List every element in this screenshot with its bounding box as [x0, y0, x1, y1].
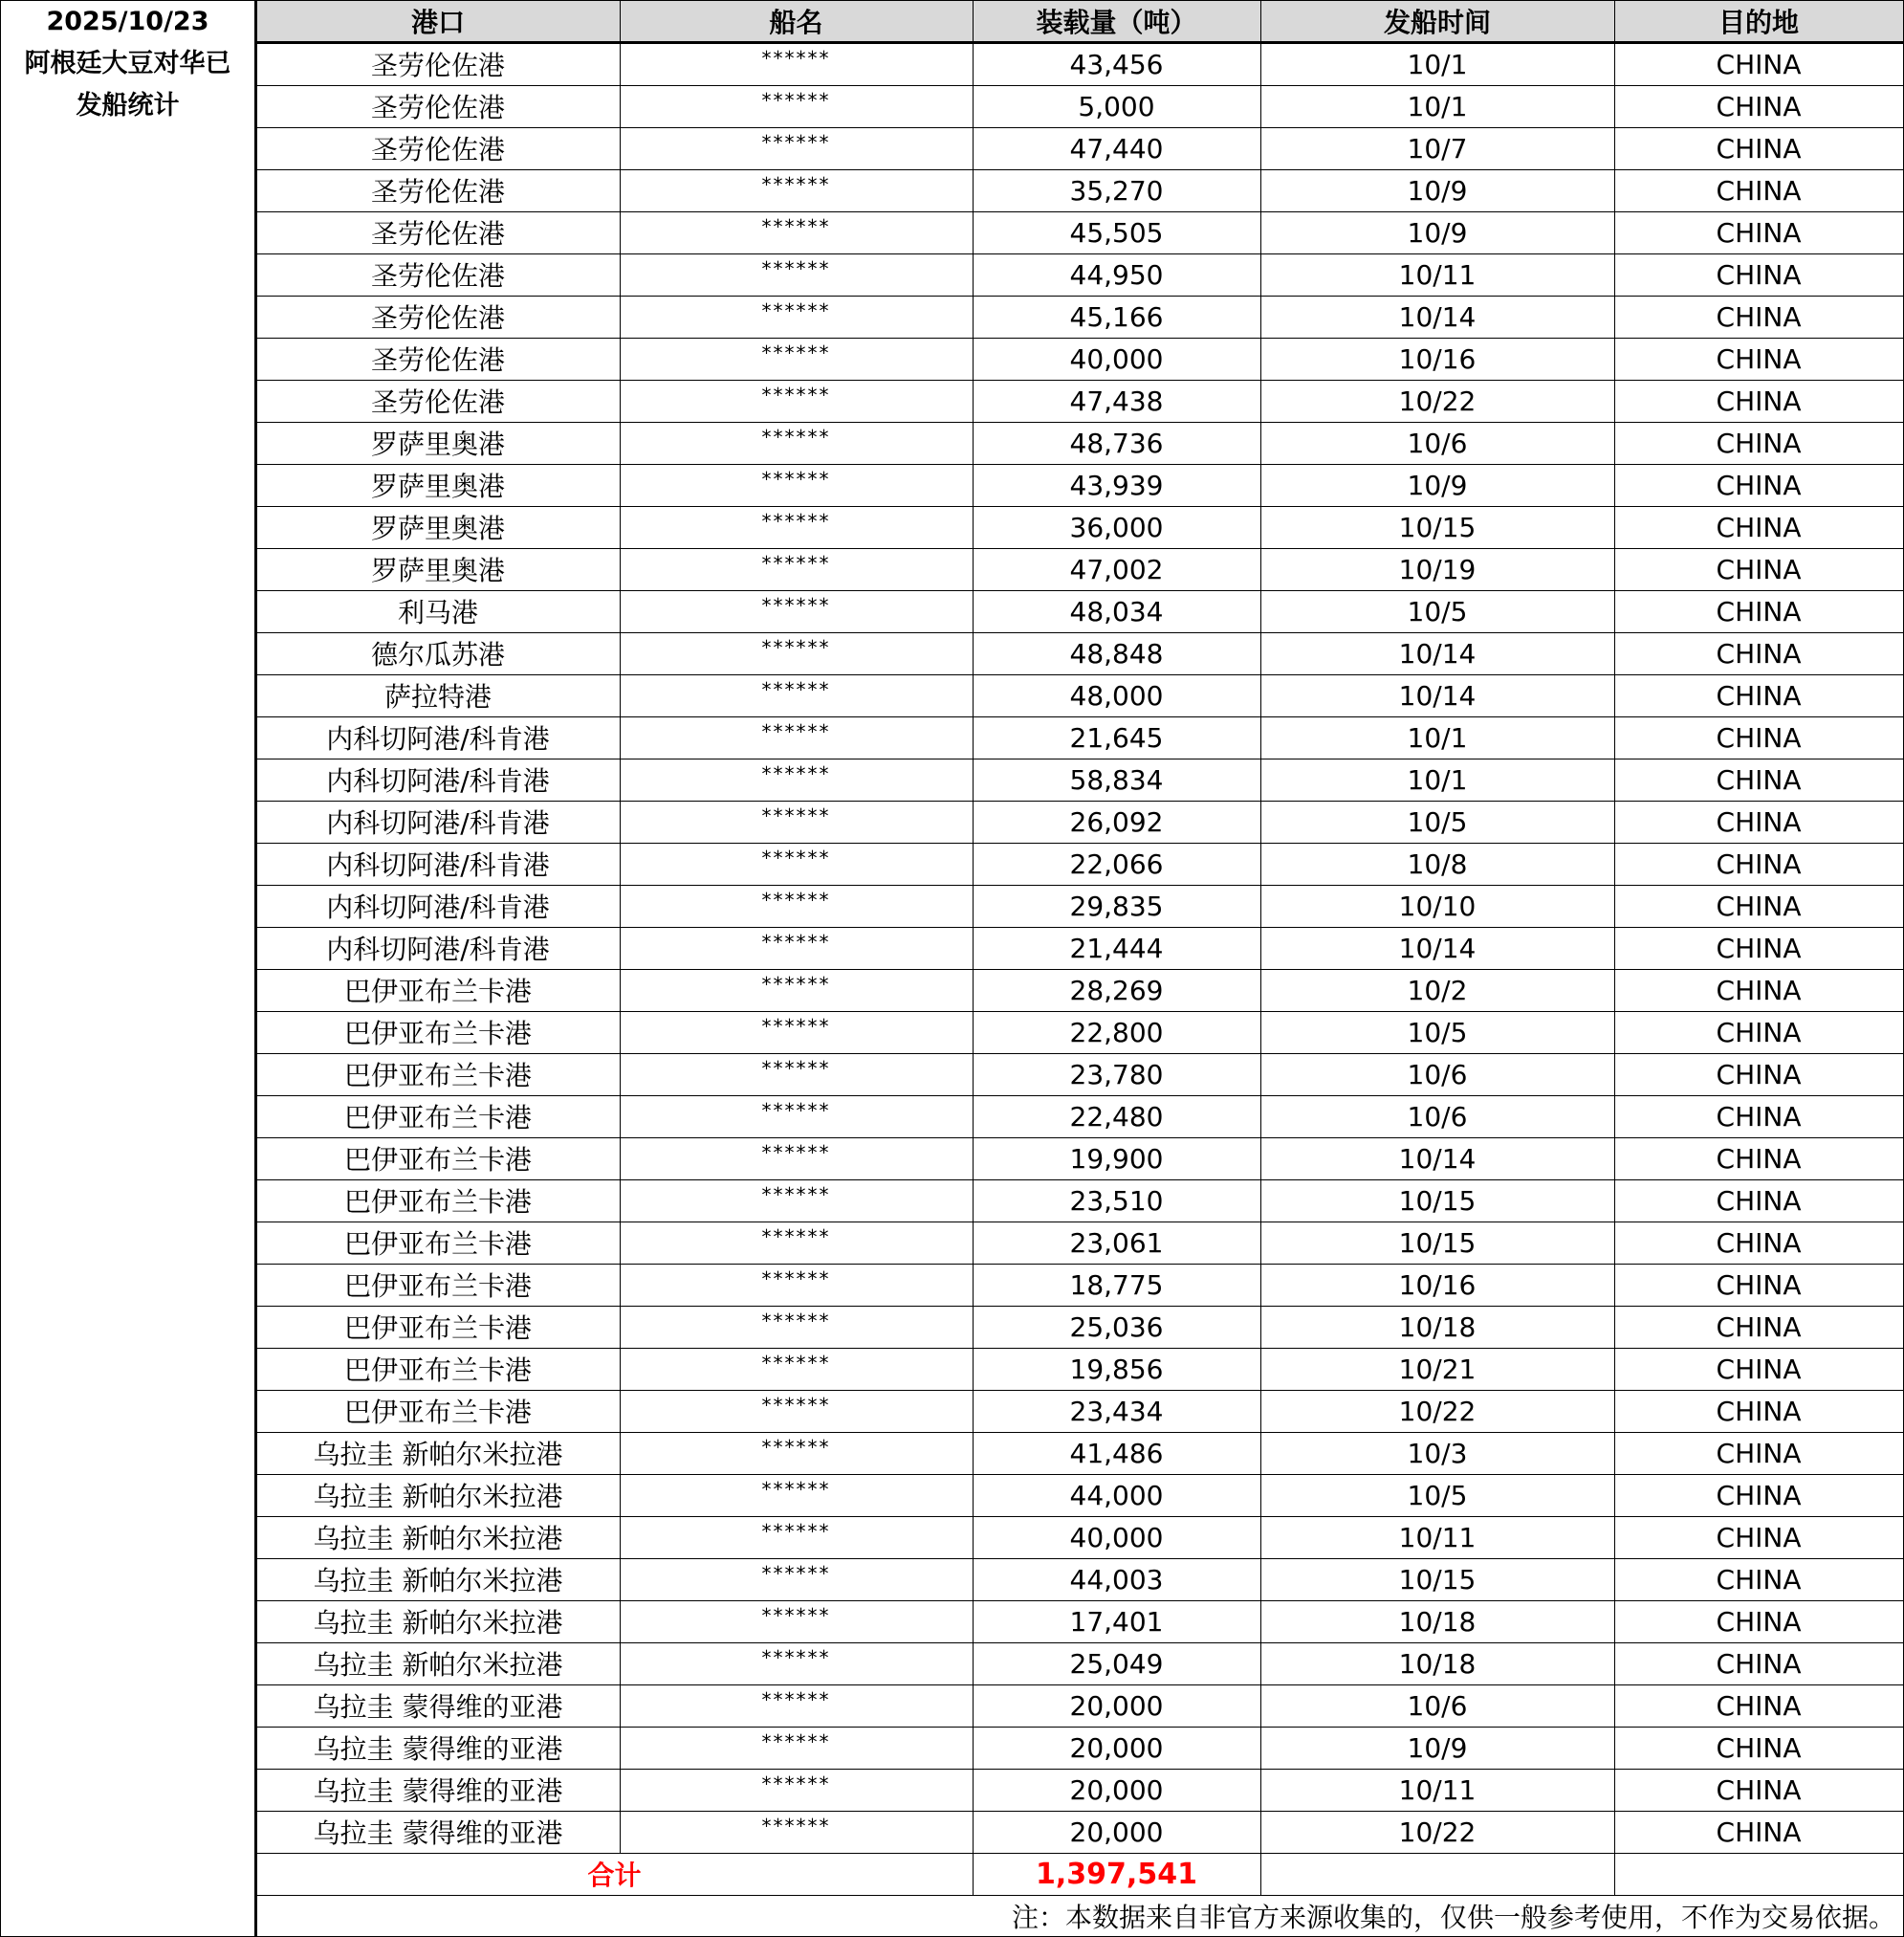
- cell-destination: CHINA: [1716, 721, 1802, 754]
- grid-line: [256, 1769, 1903, 1770]
- cell-tonnage: 28,269: [1069, 974, 1164, 1006]
- cell-ship-name: ******: [761, 889, 831, 912]
- cell-destination: CHINA: [1716, 974, 1802, 1006]
- cell-departure-date: 10/6: [1407, 427, 1468, 459]
- grid-line: [256, 1432, 1903, 1433]
- cell-port: 巴伊亚布兰卡港: [343, 1397, 532, 1428]
- cell-tonnage: 47,440: [1069, 132, 1164, 165]
- cell-destination: CHINA: [1716, 763, 1802, 796]
- grid-line: [256, 674, 1903, 675]
- cell-departure-date: 10/18: [1398, 1647, 1477, 1680]
- cell-port: 巴伊亚布兰卡港: [343, 1186, 532, 1218]
- cell-tonnage: 48,736: [1069, 427, 1164, 459]
- cell-destination: CHINA: [1716, 1395, 1802, 1427]
- cell-ship-name: ******: [761, 1394, 831, 1417]
- header-destination: 目的地: [1614, 0, 1903, 43]
- cell-departure-date: 10/15: [1398, 1226, 1477, 1259]
- cell-departure-date: 10/5: [1407, 1016, 1468, 1048]
- grid-line: [256, 253, 1903, 254]
- cell-port: 巴伊亚布兰卡港: [343, 1228, 532, 1260]
- cell-tonnage: 20,000: [1069, 1689, 1164, 1722]
- grid-line: [256, 1306, 1903, 1307]
- cell-destination: CHINA: [1716, 932, 1802, 964]
- cell-destination: CHINA: [1716, 48, 1802, 80]
- cell-port: 圣劳伦佐港: [370, 386, 505, 418]
- cell-ship-name: ******: [761, 384, 831, 407]
- cell-tonnage: 41,486: [1069, 1437, 1164, 1469]
- cell-tonnage: 22,800: [1069, 1016, 1164, 1048]
- grid-line: [256, 127, 1903, 128]
- cell-departure-date: 10/5: [1407, 595, 1468, 627]
- cell-departure-date: 10/21: [1398, 1353, 1477, 1385]
- cell-port: 乌拉圭 新帕尔米拉港: [313, 1481, 563, 1512]
- cell-tonnage: 21,645: [1069, 721, 1164, 754]
- cell-port: 内科切阿港/科肯港: [326, 765, 550, 797]
- cell-destination: CHINA: [1716, 174, 1802, 207]
- grid-line: [256, 716, 1903, 717]
- cell-departure-date: 10/8: [1407, 847, 1468, 880]
- cell-port: 巴伊亚布兰卡港: [343, 976, 532, 1007]
- cell-departure-date: 10/1: [1407, 763, 1468, 796]
- cell-tonnage: 21,444: [1069, 932, 1164, 964]
- disclaimer-note: 注：本数据来自非官方来源收集的，仅供一般参考使用，不作为交易依据。: [1011, 1902, 1895, 1933]
- sheet-title: [0, 0, 256, 1937]
- grid-line: [256, 1727, 1903, 1728]
- cell-port: 内科切阿港/科肯港: [326, 723, 550, 755]
- cell-ship-name: ******: [761, 1310, 831, 1332]
- cell-ship-name: ******: [761, 131, 831, 154]
- cell-ship-name: ******: [761, 1015, 831, 1038]
- cell-port: 圣劳伦佐港: [370, 134, 505, 165]
- total-value: 1,397,541: [1036, 1857, 1197, 1891]
- grid-line: [256, 1600, 1903, 1601]
- cell-destination: CHINA: [1716, 216, 1802, 249]
- cell-destination: CHINA: [1716, 1816, 1802, 1848]
- cell-departure-date: 10/9: [1407, 174, 1468, 207]
- cell-destination: CHINA: [1716, 1142, 1802, 1175]
- title-line-1: 阿根廷大豆对华已: [24, 49, 231, 78]
- cell-port: 圣劳伦佐港: [370, 344, 505, 376]
- cell-ship-name: ******: [761, 762, 831, 785]
- cell-destination: CHINA: [1716, 300, 1802, 333]
- cell-departure-date: 10/11: [1398, 258, 1477, 291]
- cell-port: 罗萨里奥港: [370, 429, 505, 460]
- cell-ship-name: ******: [761, 1772, 831, 1795]
- cell-departure-date: 10/16: [1398, 1268, 1477, 1301]
- cell-ship-name: ******: [761, 594, 831, 617]
- cell-departure-date: 10/1: [1407, 721, 1468, 754]
- cell-destination: CHINA: [1716, 637, 1802, 670]
- cell-departure-date: 10/14: [1398, 300, 1477, 333]
- cell-departure-date: 10/6: [1407, 1058, 1468, 1090]
- cell-destination: CHINA: [1716, 469, 1802, 501]
- cell-port: 内科切阿港/科肯港: [326, 934, 550, 965]
- grid-line: [1260, 0, 1261, 1895]
- cell-destination: CHINA: [1716, 258, 1802, 291]
- cell-tonnage: 25,049: [1069, 1647, 1164, 1680]
- cell-departure-date: 10/1: [1407, 90, 1468, 122]
- cell-ship-name: ******: [761, 257, 831, 280]
- cell-destination: CHINA: [1716, 1479, 1802, 1511]
- cell-port: 圣劳伦佐港: [370, 260, 505, 292]
- cell-departure-date: 10/14: [1398, 637, 1477, 670]
- cell-destination: CHINA: [1716, 805, 1802, 838]
- cell-tonnage: 48,034: [1069, 595, 1164, 627]
- cell-port: 巴伊亚布兰卡港: [343, 1144, 532, 1176]
- cell-ship-name: ******: [761, 720, 831, 743]
- cell-port: 内科切阿港/科肯港: [326, 807, 550, 839]
- cell-tonnage: 25,036: [1069, 1310, 1164, 1343]
- cell-tonnage: 48,848: [1069, 637, 1164, 670]
- cell-destination: CHINA: [1716, 1310, 1802, 1343]
- cell-departure-date: 10/14: [1398, 1142, 1477, 1175]
- cell-destination: CHINA: [1716, 1647, 1802, 1680]
- grid-line: [256, 0, 1903, 1]
- cell-ship-name: ******: [761, 1057, 831, 1080]
- cell-tonnage: 23,780: [1069, 1058, 1164, 1090]
- cell-departure-date: 10/15: [1398, 511, 1477, 543]
- cell-destination: CHINA: [1716, 1353, 1802, 1385]
- grid-line: [256, 885, 1903, 886]
- cell-tonnage: 23,061: [1069, 1226, 1164, 1259]
- cell-tonnage: 48,000: [1069, 679, 1164, 712]
- grid-line: [256, 43, 1903, 44]
- cell-destination: CHINA: [1716, 1016, 1802, 1048]
- cell-port: 利马港: [397, 597, 478, 628]
- cell-tonnage: 29,835: [1069, 890, 1164, 922]
- grid-line: [256, 1053, 1903, 1054]
- cell-departure-date: 10/1: [1407, 48, 1468, 80]
- grid-line: [256, 1895, 1903, 1896]
- cell-departure-date: 10/10: [1398, 890, 1477, 922]
- cell-ship-name: ******: [761, 1815, 831, 1838]
- grid-line: [256, 1516, 1903, 1517]
- cell-ship-name: ******: [761, 1267, 831, 1290]
- cell-port: 乌拉圭 新帕尔米拉港: [313, 1607, 563, 1639]
- cell-destination: CHINA: [1716, 427, 1802, 459]
- cell-destination: CHINA: [1716, 1563, 1802, 1596]
- cell-destination: CHINA: [1716, 90, 1802, 122]
- cell-ship-name: ******: [761, 931, 831, 954]
- cell-departure-date: 10/18: [1398, 1310, 1477, 1343]
- cell-ship-name: ******: [761, 215, 831, 238]
- cell-tonnage: 40,000: [1069, 1521, 1164, 1553]
- cell-destination: CHINA: [1716, 1226, 1802, 1259]
- grid-line: [256, 1642, 1903, 1643]
- header-departure-date: 发船时间: [1260, 0, 1614, 43]
- cell-tonnage: 22,480: [1069, 1100, 1164, 1133]
- cell-tonnage: 36,000: [1069, 511, 1164, 543]
- cell-port: 内科切阿港/科肯港: [326, 891, 550, 923]
- cell-destination: CHINA: [1716, 1268, 1802, 1301]
- grid-line: [256, 1853, 1903, 1854]
- cell-departure-date: 10/3: [1407, 1437, 1468, 1469]
- cell-tonnage: 20,000: [1069, 1731, 1164, 1764]
- cell-ship-name: ******: [761, 1730, 831, 1753]
- cell-ship-name: ******: [761, 847, 831, 869]
- grid-line: [256, 1558, 1903, 1559]
- cell-ship-name: ******: [761, 1141, 831, 1164]
- grid-line: [256, 1348, 1903, 1349]
- cell-departure-date: 10/16: [1398, 342, 1477, 375]
- cell-tonnage: 18,775: [1069, 1268, 1164, 1301]
- cell-ship-name: ******: [761, 426, 831, 449]
- cell-tonnage: 44,000: [1069, 1479, 1164, 1511]
- cell-departure-date: 10/22: [1398, 1395, 1477, 1427]
- header-port: 港口: [256, 0, 620, 43]
- cell-destination: CHINA: [1716, 1521, 1802, 1553]
- cell-ship-name: ******: [761, 89, 831, 112]
- cell-port: 乌拉圭 新帕尔米拉港: [313, 1523, 563, 1554]
- cell-destination: CHINA: [1716, 132, 1802, 165]
- cell-port: 德尔瓜苏港: [370, 639, 505, 671]
- grid-line: [256, 422, 1903, 423]
- grid-line: [256, 590, 1903, 591]
- cell-departure-date: 10/15: [1398, 1184, 1477, 1217]
- cell-port: 圣劳伦佐港: [370, 176, 505, 208]
- cell-departure-date: 10/19: [1398, 553, 1477, 585]
- grid-line: [256, 1811, 1903, 1812]
- cell-destination: CHINA: [1716, 847, 1802, 880]
- cell-ship-name: ******: [761, 1688, 831, 1711]
- cell-port: 圣劳伦佐港: [370, 92, 505, 123]
- title-line-2: 发船统计: [76, 91, 180, 121]
- cell-port: 萨拉特港: [383, 681, 492, 713]
- cell-tonnage: 58,834: [1069, 763, 1164, 796]
- cell-ship-name: ******: [761, 1352, 831, 1375]
- grid-line: [256, 1264, 1903, 1265]
- grid-line: [256, 927, 1903, 928]
- cell-ship-name: ******: [761, 1225, 831, 1248]
- cell-tonnage: 43,939: [1069, 469, 1164, 501]
- grid-line: [620, 0, 621, 1853]
- total-label: 合计: [587, 1860, 642, 1891]
- cell-port: 罗萨里奥港: [370, 555, 505, 586]
- cell-destination: CHINA: [1716, 1605, 1802, 1638]
- cell-tonnage: 23,434: [1069, 1395, 1164, 1427]
- grid-line: [256, 169, 1903, 170]
- grid-line: [256, 548, 1903, 549]
- cell-departure-date: 10/9: [1407, 1731, 1468, 1764]
- cell-departure-date: 10/9: [1407, 469, 1468, 501]
- grid-line: [256, 801, 1903, 802]
- cell-ship-name: ******: [761, 552, 831, 575]
- cell-ship-name: ******: [761, 510, 831, 533]
- cell-tonnage: 45,166: [1069, 300, 1164, 333]
- cell-tonnage: 17,401: [1069, 1605, 1164, 1638]
- cell-tonnage: 22,066: [1069, 847, 1164, 880]
- cell-port: 巴伊亚布兰卡港: [343, 1018, 532, 1049]
- cell-ship-name: ******: [761, 1520, 831, 1543]
- cell-departure-date: 10/14: [1398, 679, 1477, 712]
- cell-port: 内科切阿港/科肯港: [326, 849, 550, 881]
- cell-destination: CHINA: [1716, 1437, 1802, 1469]
- cell-tonnage: 19,856: [1069, 1353, 1164, 1385]
- grid-line: [1614, 0, 1615, 1895]
- grid-line: [256, 1137, 1903, 1138]
- cell-destination: CHINA: [1716, 1689, 1802, 1722]
- cell-destination: CHINA: [1716, 1731, 1802, 1764]
- cell-ship-name: ******: [761, 1099, 831, 1122]
- cell-departure-date: 10/18: [1398, 1605, 1477, 1638]
- cell-destination: CHINA: [1716, 511, 1802, 543]
- cell-ship-name: ******: [761, 636, 831, 659]
- grid-line: [256, 85, 1903, 86]
- cell-ship-name: ******: [761, 1646, 831, 1669]
- cell-tonnage: 20,000: [1069, 1773, 1164, 1806]
- cell-ship-name: ******: [761, 173, 831, 196]
- cell-tonnage: 44,950: [1069, 258, 1164, 291]
- cell-destination: CHINA: [1716, 1184, 1802, 1217]
- cell-ship-name: ******: [761, 1436, 831, 1459]
- cell-ship-name: ******: [761, 1478, 831, 1501]
- title-date: 2025/10/23: [46, 7, 209, 36]
- cell-departure-date: 10/5: [1407, 805, 1468, 838]
- cell-departure-date: 10/11: [1398, 1521, 1477, 1553]
- grid-line: [256, 1095, 1903, 1096]
- cell-destination: CHINA: [1716, 385, 1802, 417]
- cell-port: 罗萨里奥港: [370, 513, 505, 544]
- cell-destination: CHINA: [1716, 1773, 1802, 1806]
- cell-ship-name: ******: [761, 299, 831, 322]
- cell-departure-date: 10/22: [1398, 1816, 1477, 1848]
- cell-destination: CHINA: [1716, 1100, 1802, 1133]
- cell-port: 乌拉圭 蒙得维的亚港: [313, 1691, 563, 1723]
- cell-tonnage: 44,003: [1069, 1563, 1164, 1596]
- cell-ship-name: ******: [761, 468, 831, 491]
- grid-line: [256, 969, 1903, 970]
- cell-tonnage: 26,092: [1069, 805, 1164, 838]
- grid-line: [256, 632, 1903, 633]
- grid-line: [256, 1390, 1903, 1391]
- cell-port: 巴伊亚布兰卡港: [343, 1312, 532, 1344]
- cell-port: 圣劳伦佐港: [370, 218, 505, 250]
- cell-destination: CHINA: [1716, 890, 1802, 922]
- cell-port: 巴伊亚布兰卡港: [343, 1270, 532, 1302]
- cell-port: 巴伊亚布兰卡港: [343, 1354, 532, 1386]
- grid-line: [256, 296, 1903, 297]
- cell-port: 乌拉圭 新帕尔米拉港: [313, 1649, 563, 1681]
- cell-departure-date: 10/6: [1407, 1100, 1468, 1133]
- header-ship-name: 船名: [620, 0, 973, 43]
- cell-destination: CHINA: [1716, 679, 1802, 712]
- cell-ship-name: ******: [761, 804, 831, 827]
- cell-port: 圣劳伦佐港: [370, 50, 505, 81]
- grid-line: [256, 338, 1903, 339]
- cell-tonnage: 40,000: [1069, 342, 1164, 375]
- grid-line: [973, 0, 974, 1895]
- cell-tonnage: 47,438: [1069, 385, 1164, 417]
- cell-tonnage: 20,000: [1069, 1816, 1164, 1848]
- grid-line: [256, 211, 1903, 212]
- cell-tonnage: 43,456: [1069, 48, 1164, 80]
- grid-line: [256, 380, 1903, 381]
- cell-departure-date: 10/14: [1398, 932, 1477, 964]
- cell-departure-date: 10/5: [1407, 1479, 1468, 1511]
- cell-tonnage: 19,900: [1069, 1142, 1164, 1175]
- grid-line: [256, 1474, 1903, 1475]
- cell-tonnage: 23,510: [1069, 1184, 1164, 1217]
- cell-port: 巴伊亚布兰卡港: [343, 1102, 532, 1134]
- cell-port: 罗萨里奥港: [370, 471, 505, 502]
- grid-line: [256, 0, 257, 1937]
- cell-port: 乌拉圭 蒙得维的亚港: [313, 1775, 563, 1807]
- cell-port: 巴伊亚布兰卡港: [343, 1060, 532, 1091]
- cell-tonnage: 35,270: [1069, 174, 1164, 207]
- cell-ship-name: ******: [761, 678, 831, 701]
- grid-line: [256, 843, 1903, 844]
- cell-tonnage: 47,002: [1069, 553, 1164, 585]
- cell-port: 乌拉圭 蒙得维的亚港: [313, 1817, 563, 1849]
- grid-line: [256, 1179, 1903, 1180]
- cell-tonnage: 5,000: [1078, 90, 1155, 122]
- cell-departure-date: 10/6: [1407, 1689, 1468, 1722]
- cell-departure-date: 10/9: [1407, 216, 1468, 249]
- cell-ship-name: ******: [761, 1604, 831, 1627]
- cell-tonnage: 45,505: [1069, 216, 1164, 249]
- cell-destination: CHINA: [1716, 342, 1802, 375]
- cell-ship-name: ******: [761, 973, 831, 996]
- cell-destination: CHINA: [1716, 595, 1802, 627]
- cell-port: 乌拉圭 新帕尔米拉港: [313, 1565, 563, 1596]
- cell-ship-name: ******: [761, 1562, 831, 1585]
- cell-departure-date: 10/22: [1398, 385, 1477, 417]
- grid-line: [256, 1684, 1903, 1685]
- cell-port: 乌拉圭 蒙得维的亚港: [313, 1733, 563, 1765]
- grid-line: [256, 464, 1903, 465]
- cell-port: 圣劳伦佐港: [370, 302, 505, 334]
- cell-ship-name: ******: [761, 1183, 831, 1206]
- grid-line: [256, 506, 1903, 507]
- cell-departure-date: 10/2: [1407, 974, 1468, 1006]
- cell-departure-date: 10/7: [1407, 132, 1468, 165]
- grid-line: [256, 1011, 1903, 1012]
- header-tonnage: 装载量（吨）: [973, 0, 1260, 43]
- cell-destination: CHINA: [1716, 553, 1802, 585]
- cell-port: 乌拉圭 新帕尔米拉港: [313, 1439, 563, 1470]
- cell-departure-date: 10/15: [1398, 1563, 1477, 1596]
- cell-ship-name: ******: [761, 341, 831, 364]
- cell-departure-date: 10/11: [1398, 1773, 1477, 1806]
- cell-ship-name: ******: [761, 47, 831, 70]
- cell-destination: CHINA: [1716, 1058, 1802, 1090]
